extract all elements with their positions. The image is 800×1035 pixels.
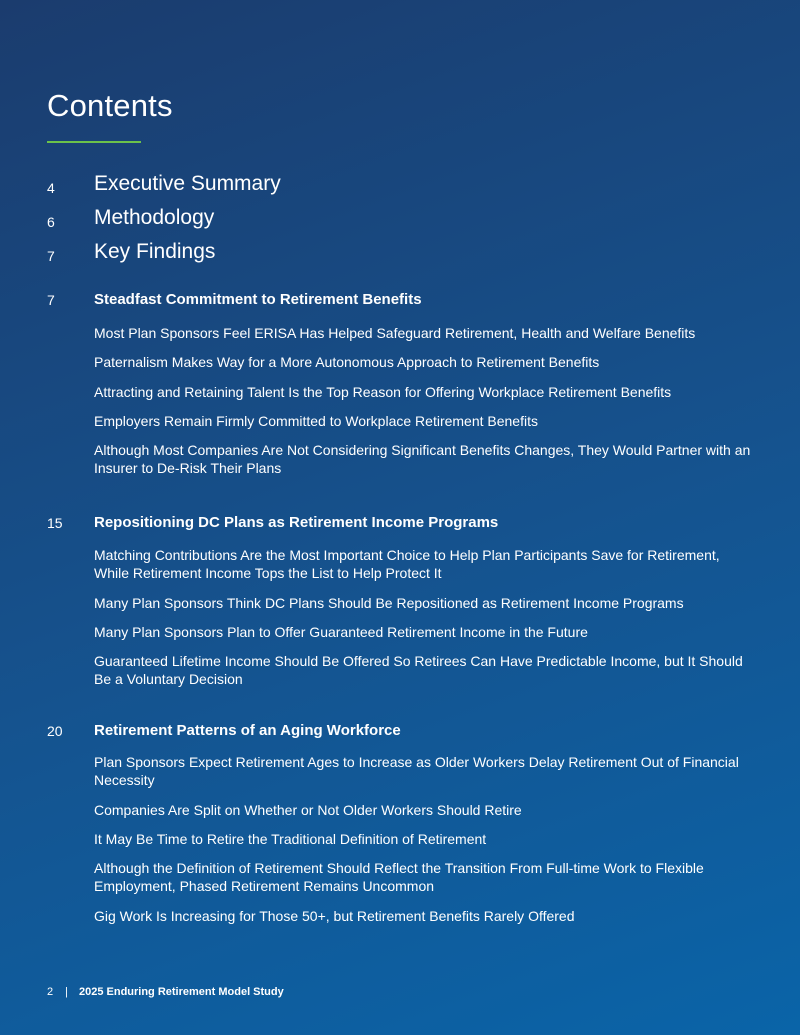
toc-subentry[interactable]: Plan Sponsors Expect Retirement Ages to Increase as Older Workers Delay Retirement Out of Financial Necessity	[94, 754, 739, 788]
page-number: 7	[47, 248, 55, 264]
page-number: 4	[47, 180, 55, 196]
page-number: 15	[47, 515, 63, 531]
footer-separator: |	[65, 986, 68, 998]
page-title: Contents	[47, 88, 173, 123]
toc-subentry[interactable]: Many Plan Sponsors Plan to Offer Guaranteed Retirement Income in the Future	[94, 624, 588, 640]
toc-subentry[interactable]: Matching Contributions Are the Most Important Choice to Help Plan Participants Save for Retirement, While Retirement Income Tops the List to Help Protect It	[94, 547, 720, 581]
entry-label: Methodology	[94, 206, 215, 229]
toc-subentry[interactable]: Many Plan Sponsors Think DC Plans Should Be Repositioned as Retirement Income Programs	[94, 595, 684, 611]
section-title: Steadfast Commitment to Retirement Benefits	[94, 291, 422, 308]
section-title: Retirement Patterns of an Aging Workforce	[94, 722, 401, 739]
toc-subentry[interactable]: Gig Work Is Increasing for Those 50+, but Retirement Benefits Rarely Offered	[94, 908, 575, 924]
toc-subentry[interactable]: Although Most Companies Are Not Considering Significant Benefits Changes, They Would Partner with an Insurer to De-Risk Their Plans	[94, 442, 751, 476]
entry-label: Key Findings	[94, 240, 216, 263]
footer-page-number: 2	[47, 986, 54, 998]
toc-subentry[interactable]: It May Be Time to Retire the Traditional Definition of Retirement	[94, 831, 487, 847]
page-number: 20	[47, 723, 63, 739]
toc-entry-key-findings[interactable]	[47, 240, 747, 270]
entry-label: Executive Summary	[94, 172, 281, 195]
toc-entry-methodology[interactable]	[47, 206, 747, 236]
toc-subentry[interactable]: Most Plan Sponsors Feel ERISA Has Helped Safeguard Retirement, Health and Welfare Benefits	[94, 325, 696, 341]
toc-subentry[interactable]: Although the Definition of Retirement Should Reflect the Transition From Full-time Work to Flexible Employment, Phased Retirement Remains Uncommon	[94, 860, 704, 894]
toc-subentry[interactable]: Guaranteed Lifetime Income Should Be Offered So Retirees Can Have Predictable Income, but It Should Be a Voluntary Decision	[94, 653, 743, 687]
toc-entry-executive-summary[interactable]	[47, 172, 747, 202]
page-number: 7	[47, 292, 55, 308]
toc-subentry[interactable]: Attracting and Retaining Talent Is the Top Reason for Offering Workplace Retirement Benefits	[94, 384, 672, 400]
section-title: Repositioning DC Plans as Retirement Income Programs	[94, 514, 499, 531]
toc-subentry[interactable]: Employers Remain Firmly Committed to Workplace Retirement Benefits	[94, 413, 538, 429]
footer-study-title: 2025 Enduring Retirement Model Study	[78, 986, 284, 998]
title-underline	[47, 141, 141, 143]
toc-subentry[interactable]: Paternalism Makes Way for a More Autonomous Approach to Retirement Benefits	[94, 354, 600, 370]
page-number: 6	[47, 214, 55, 230]
toc-subentry[interactable]: Companies Are Split on Whether or Not Older Workers Should Retire	[94, 802, 522, 818]
page-footer	[47, 986, 284, 998]
